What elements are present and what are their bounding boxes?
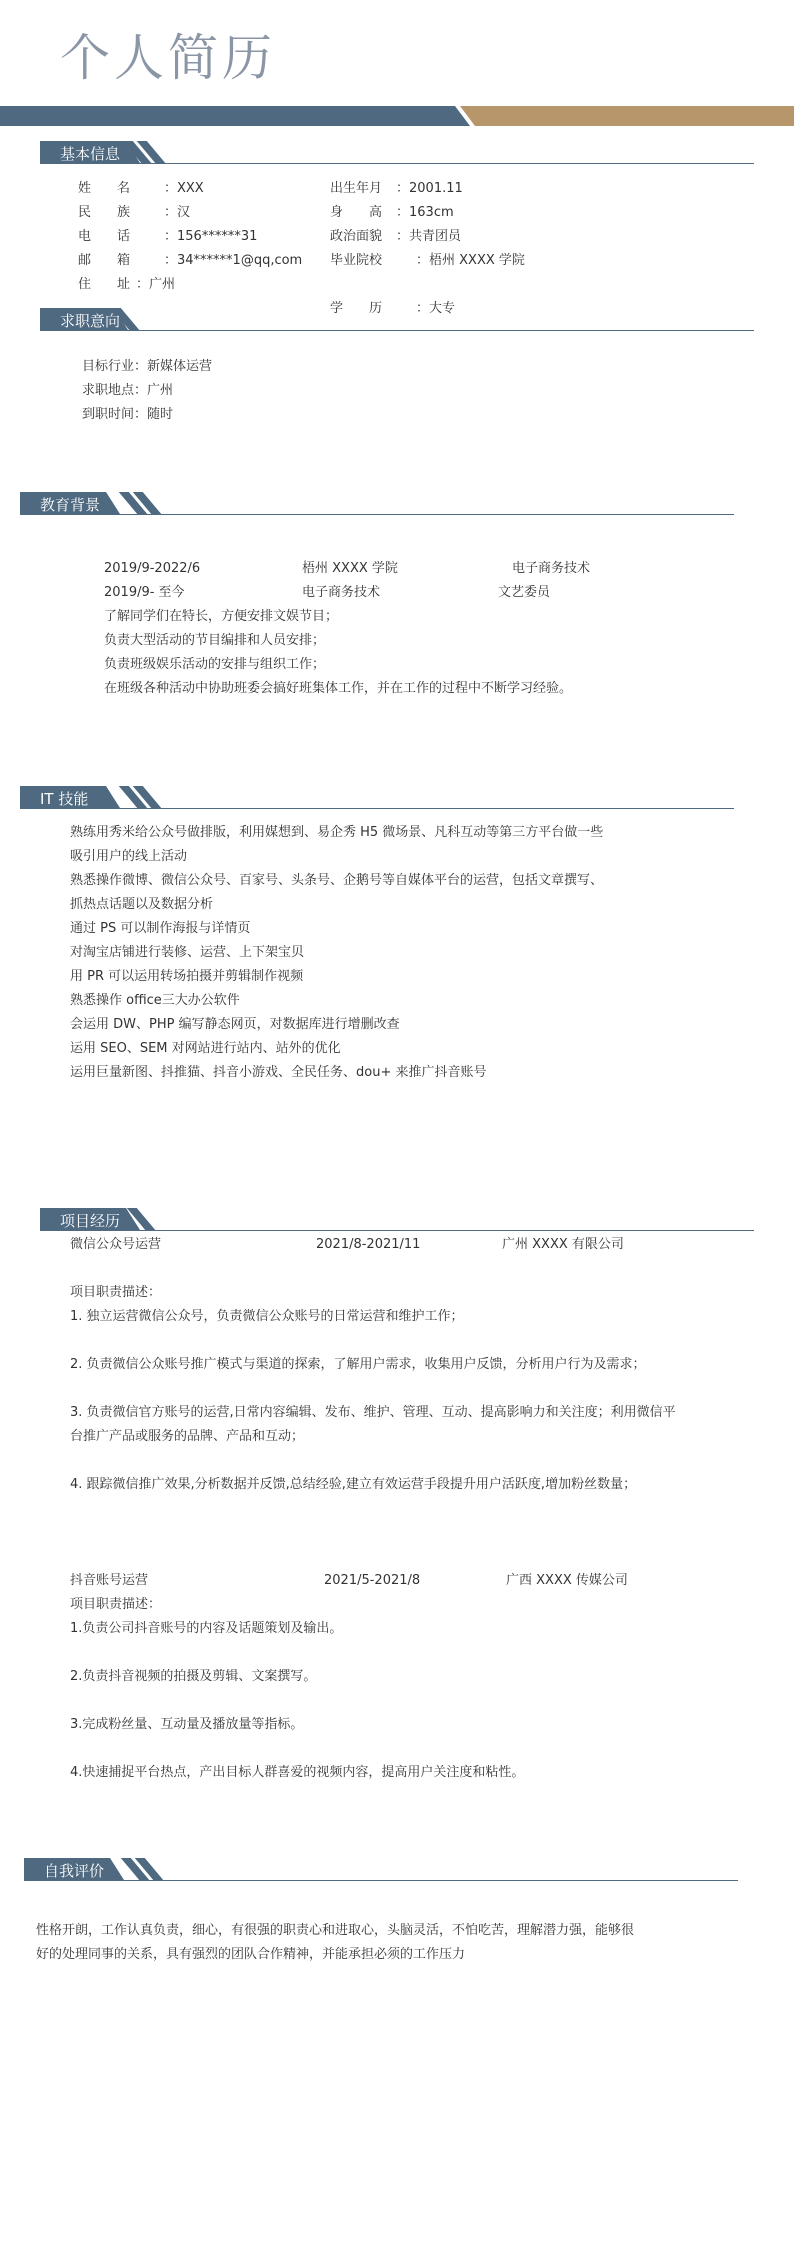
section-basic-info-label: 基本信息 <box>60 145 121 163</box>
it-skill-2: 吸引用户的线上活动 <box>70 849 188 864</box>
section-basic-info <box>40 141 754 167</box>
basic-row-politics: 政治面貌 ：共青团员 <box>330 229 462 244</box>
project-1-item-2: 2. 负责微信公众账号推广模式与渠道的探索，了解用户需求，收集用户反馈，分析用户行为及需求； <box>70 1357 646 1372</box>
edu-detail-4: 在班级各种活动中协助班委会搞好班集体工作，并在工作的过程中不断学习经验。 <box>104 681 573 696</box>
project-1-item-4: 4. 跟踪微信推广效果,分析数据并反馈,总结经验,建立有效运营手段提升用户活跃度,增加粉丝数量； <box>70 1477 637 1492</box>
section-self-eval <box>24 1858 738 1884</box>
project-2-item-1: 1.负责公司抖音账号的内容及话题策划及输出。 <box>70 1621 343 1636</box>
project-1-item-3: 3. 负责微信官方账号的运营,日常内容编辑、发布、维护、管理、互动、提高影响力和关注度；利用微信平 <box>70 1405 676 1420</box>
basic-row-ethnicity: 民 族 ：汉 <box>78 205 191 220</box>
project-2-heading: 项目职责描述： <box>70 1597 162 1612</box>
it-skill-8: 熟悉操作 office三大办公软件 <box>70 993 240 1008</box>
basic-row-phone: 电 话 ：156******31 <box>78 229 258 244</box>
it-skill-7: 用 PR 可以运用转场拍摄并剪辑制作视频 <box>70 969 304 984</box>
it-skill-1: 熟练用秀米给公众号做排版，利用媒想到、易企秀 H5 微场景、凡科互动等第三方平台做一些 <box>70 825 604 840</box>
section-education-label: 教育背景 <box>40 496 101 514</box>
edu-detail-1: 了解同学们在特长，方便安排文娱节目； <box>104 609 339 624</box>
it-skill-5: 通过 PS 可以制作海报与详情页 <box>70 921 251 936</box>
basic-row-degree: 学 历 ：大专 <box>330 301 456 316</box>
page-title: 个人简历 <box>60 29 276 87</box>
job-location: 求职地点：广州 <box>82 383 174 398</box>
project-1-company: 广州 XXXX 有限公司 <box>502 1237 624 1252</box>
section-it-skills <box>20 786 734 812</box>
project-1-item-3-cont: 台推广产品或服务的品牌、产品和互动； <box>70 1429 305 1444</box>
section-job-intent <box>40 308 754 334</box>
self-eval-line-1: 性格开朗，工作认真负责，细心，有很强的职责心和进取心，头脑灵活，不怕吃苦，理解潜力强，能够很 <box>36 1923 635 1938</box>
it-skill-9: 会运用 DW、PHP 编写静态网页，对数据库进行增删改查 <box>70 1017 400 1032</box>
basic-row-school: 毕业院校 ：梧州 XXXX 学院 <box>330 253 525 268</box>
edu-detail-3: 负责班级娱乐活动的安排与组织工作； <box>104 657 326 672</box>
job-start-time: 到职时间：随时 <box>82 407 174 422</box>
basic-row-name: 姓 名 ：XXX <box>78 181 204 196</box>
it-skill-10: 运用 SEO、SEM 对网站进行站内、站外的优化 <box>70 1041 341 1056</box>
project-1-item-1: 1. 独立运营微信公众号，负责微信公众账号的日常运营和维护工作； <box>70 1309 464 1324</box>
project-2-item-4: 4.快速捕捉平台热点，产出目标人群喜爱的视频内容，提高用户关注度和粘性。 <box>70 1765 525 1780</box>
job-industry: 目标行业：新媒体运营 <box>82 359 213 374</box>
self-eval-line-2: 好的处理同事的关系，具有强烈的团队合作精神，并能承担必须的工作压力 <box>36 1947 466 1962</box>
project-2-company: 广西 XXXX 传媒公司 <box>506 1573 628 1588</box>
section-self-eval-label: 自我评价 <box>44 1862 105 1880</box>
it-skill-11: 运用巨量新图、抖推猫、抖音小游戏、全民任务、dou+ 来推广抖音账号 <box>70 1065 487 1080</box>
basic-row-birth: 出生年月 ：2001.11 <box>330 181 463 196</box>
basic-row-email: 邮 箱 ：34******1@qq,com <box>78 253 303 268</box>
edu-row-2-major: 电子商务技术 <box>302 585 381 600</box>
section-job-intent-label: 求职意向 <box>60 312 121 330</box>
basic-row-address: 住 址 ：广州 <box>78 277 176 292</box>
it-skill-3: 熟悉操作微博、微信公众号、百家号、头条号、企鹅号等自媒体平台的运营，包括文章撰写、 <box>70 873 604 888</box>
edu-row-1-major: 电子商务技术 <box>512 561 591 576</box>
project-1-heading: 项目职责描述： <box>70 1285 162 1300</box>
edu-row-2-role: 文艺委员 <box>498 585 551 600</box>
basic-row-height: 身 高 ：163cm <box>330 205 454 220</box>
section-projects-label: 项目经历 <box>60 1212 121 1230</box>
project-1-name: 微信公众号运营 <box>70 1237 162 1252</box>
edu-row-1-date: 2019/9-2022/6 <box>104 561 201 576</box>
edu-row-2-date: 2019/9- 至今 <box>104 585 185 600</box>
it-skill-6: 对淘宝店铺进行装修、运营、上下架宝贝 <box>70 945 305 960</box>
section-it-skills-label: IT 技能 <box>40 790 89 808</box>
project-2-date: 2021/5-2021/8 <box>324 1573 421 1588</box>
project-2-name: 抖音账号运营 <box>70 1573 149 1588</box>
section-projects <box>40 1208 754 1234</box>
project-2-item-3: 3.完成粉丝量、互动量及播放量等指标。 <box>70 1717 304 1732</box>
edu-row-1-school: 梧州 XXXX 学院 <box>302 561 398 576</box>
header-band-gold <box>460 106 794 126</box>
project-2-item-2: 2.负责抖音视频的拍摄及剪辑、文案撰写。 <box>70 1669 317 1684</box>
section-education <box>20 492 734 518</box>
project-1-date: 2021/8-2021/11 <box>316 1237 421 1252</box>
header-band-blue <box>0 106 470 126</box>
edu-detail-2: 负责大型活动的节目编排和人员安排； <box>104 633 326 648</box>
it-skill-4: 抓热点话题以及数据分析 <box>70 897 214 912</box>
